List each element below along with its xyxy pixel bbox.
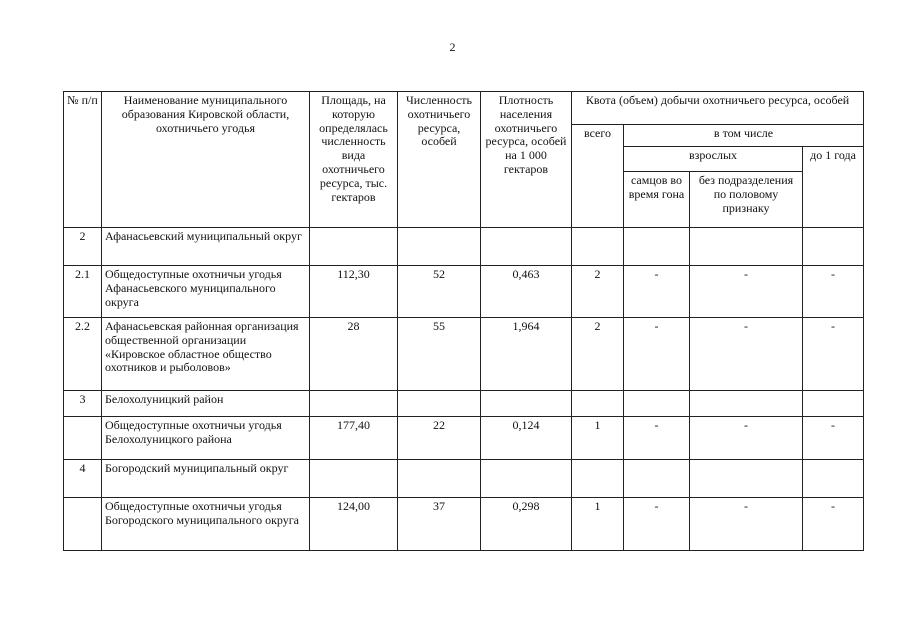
row-density: 0,463 xyxy=(481,266,572,318)
row-name: Общедоступные охотничьи угодья Богородского муниципального округа xyxy=(102,498,310,551)
table-row xyxy=(64,318,864,391)
table-row xyxy=(64,498,864,551)
row-num: 4 xyxy=(64,460,102,498)
row-name: Белохолуницкий район xyxy=(102,391,310,417)
header-name: Наименование муниципального образования Кировской области, охотничьего угодья xyxy=(102,92,310,228)
table-row xyxy=(64,266,864,318)
row-density: 0,124 xyxy=(481,417,572,460)
row-name: Богородский муниципальный округ xyxy=(102,460,310,498)
header-including: в том числе xyxy=(624,125,864,147)
row-density: 0,298 xyxy=(481,498,572,551)
row-males-rut: - xyxy=(624,417,690,460)
table-row xyxy=(64,391,864,417)
table-row xyxy=(64,460,864,498)
header-row-1 xyxy=(64,92,864,125)
row-males-rut: - xyxy=(624,318,690,391)
header-males-rut: самцов во время гона xyxy=(624,172,690,228)
table-row xyxy=(64,228,864,266)
row-density: 1,964 xyxy=(481,318,572,391)
row-area: 28 xyxy=(310,318,398,391)
row-count: 37 xyxy=(398,498,481,551)
row-males-rut: - xyxy=(624,266,690,318)
row-total: 1 xyxy=(572,498,624,551)
row-males-rut: - xyxy=(624,498,690,551)
row-under-one: - xyxy=(803,266,864,318)
header-under-one: до 1 года xyxy=(803,147,864,228)
row-under-one: - xyxy=(803,318,864,391)
quota-table xyxy=(63,91,864,551)
row-no-sex: - xyxy=(690,318,803,391)
row-area: 124,00 xyxy=(310,498,398,551)
page-number: 2 xyxy=(449,40,456,54)
row-area: 177,40 xyxy=(310,417,398,460)
row-total: 2 xyxy=(572,266,624,318)
row-name: Общедоступные охотничьи угодья Белохолуницкого района xyxy=(102,417,310,460)
row-total: 1 xyxy=(572,417,624,460)
row-under-one: - xyxy=(803,417,864,460)
row-no-sex: - xyxy=(690,266,803,318)
row-num xyxy=(64,498,102,551)
table-row xyxy=(64,417,864,460)
header-no-sex: без подразделения по половому признаку xyxy=(690,172,803,228)
row-count: 22 xyxy=(398,417,481,460)
row-no-sex: - xyxy=(690,498,803,551)
header-quota: Квота (объем) добычи охотничьего ресурса, особей xyxy=(572,92,864,125)
row-count: 55 xyxy=(398,318,481,391)
row-num: 2.2 xyxy=(64,318,102,391)
header-adults: взрослых xyxy=(624,147,803,172)
row-name: Афанасьевский муниципальный округ xyxy=(102,228,310,266)
row-num: 2 xyxy=(64,228,102,266)
header-density: Плотность населения охотничьего ресурса, особей на 1 000 гектаров xyxy=(481,92,572,228)
header-area: Площадь, на которую определялась численность вида охотничьего ресурса, тыс. гектаров xyxy=(310,92,398,228)
row-name: Общедоступные охотничьи угодья Афанасьевского муниципального округа xyxy=(102,266,310,318)
row-total: 2 xyxy=(572,318,624,391)
row-area: 112,30 xyxy=(310,266,398,318)
row-num: 3 xyxy=(64,391,102,417)
row-count: 52 xyxy=(398,266,481,318)
row-no-sex: - xyxy=(690,417,803,460)
row-under-one: - xyxy=(803,498,864,551)
header-count: Численность охотничьего ресурса, особей xyxy=(398,92,481,228)
row-num: 2.1 xyxy=(64,266,102,318)
header-total: всего xyxy=(572,125,624,228)
header-num: № п/п xyxy=(64,92,102,228)
row-name: Афанасьевская районная организация общественной организации «Кировское областное общество охотников и рыболовов» xyxy=(102,318,310,391)
row-num xyxy=(64,417,102,460)
